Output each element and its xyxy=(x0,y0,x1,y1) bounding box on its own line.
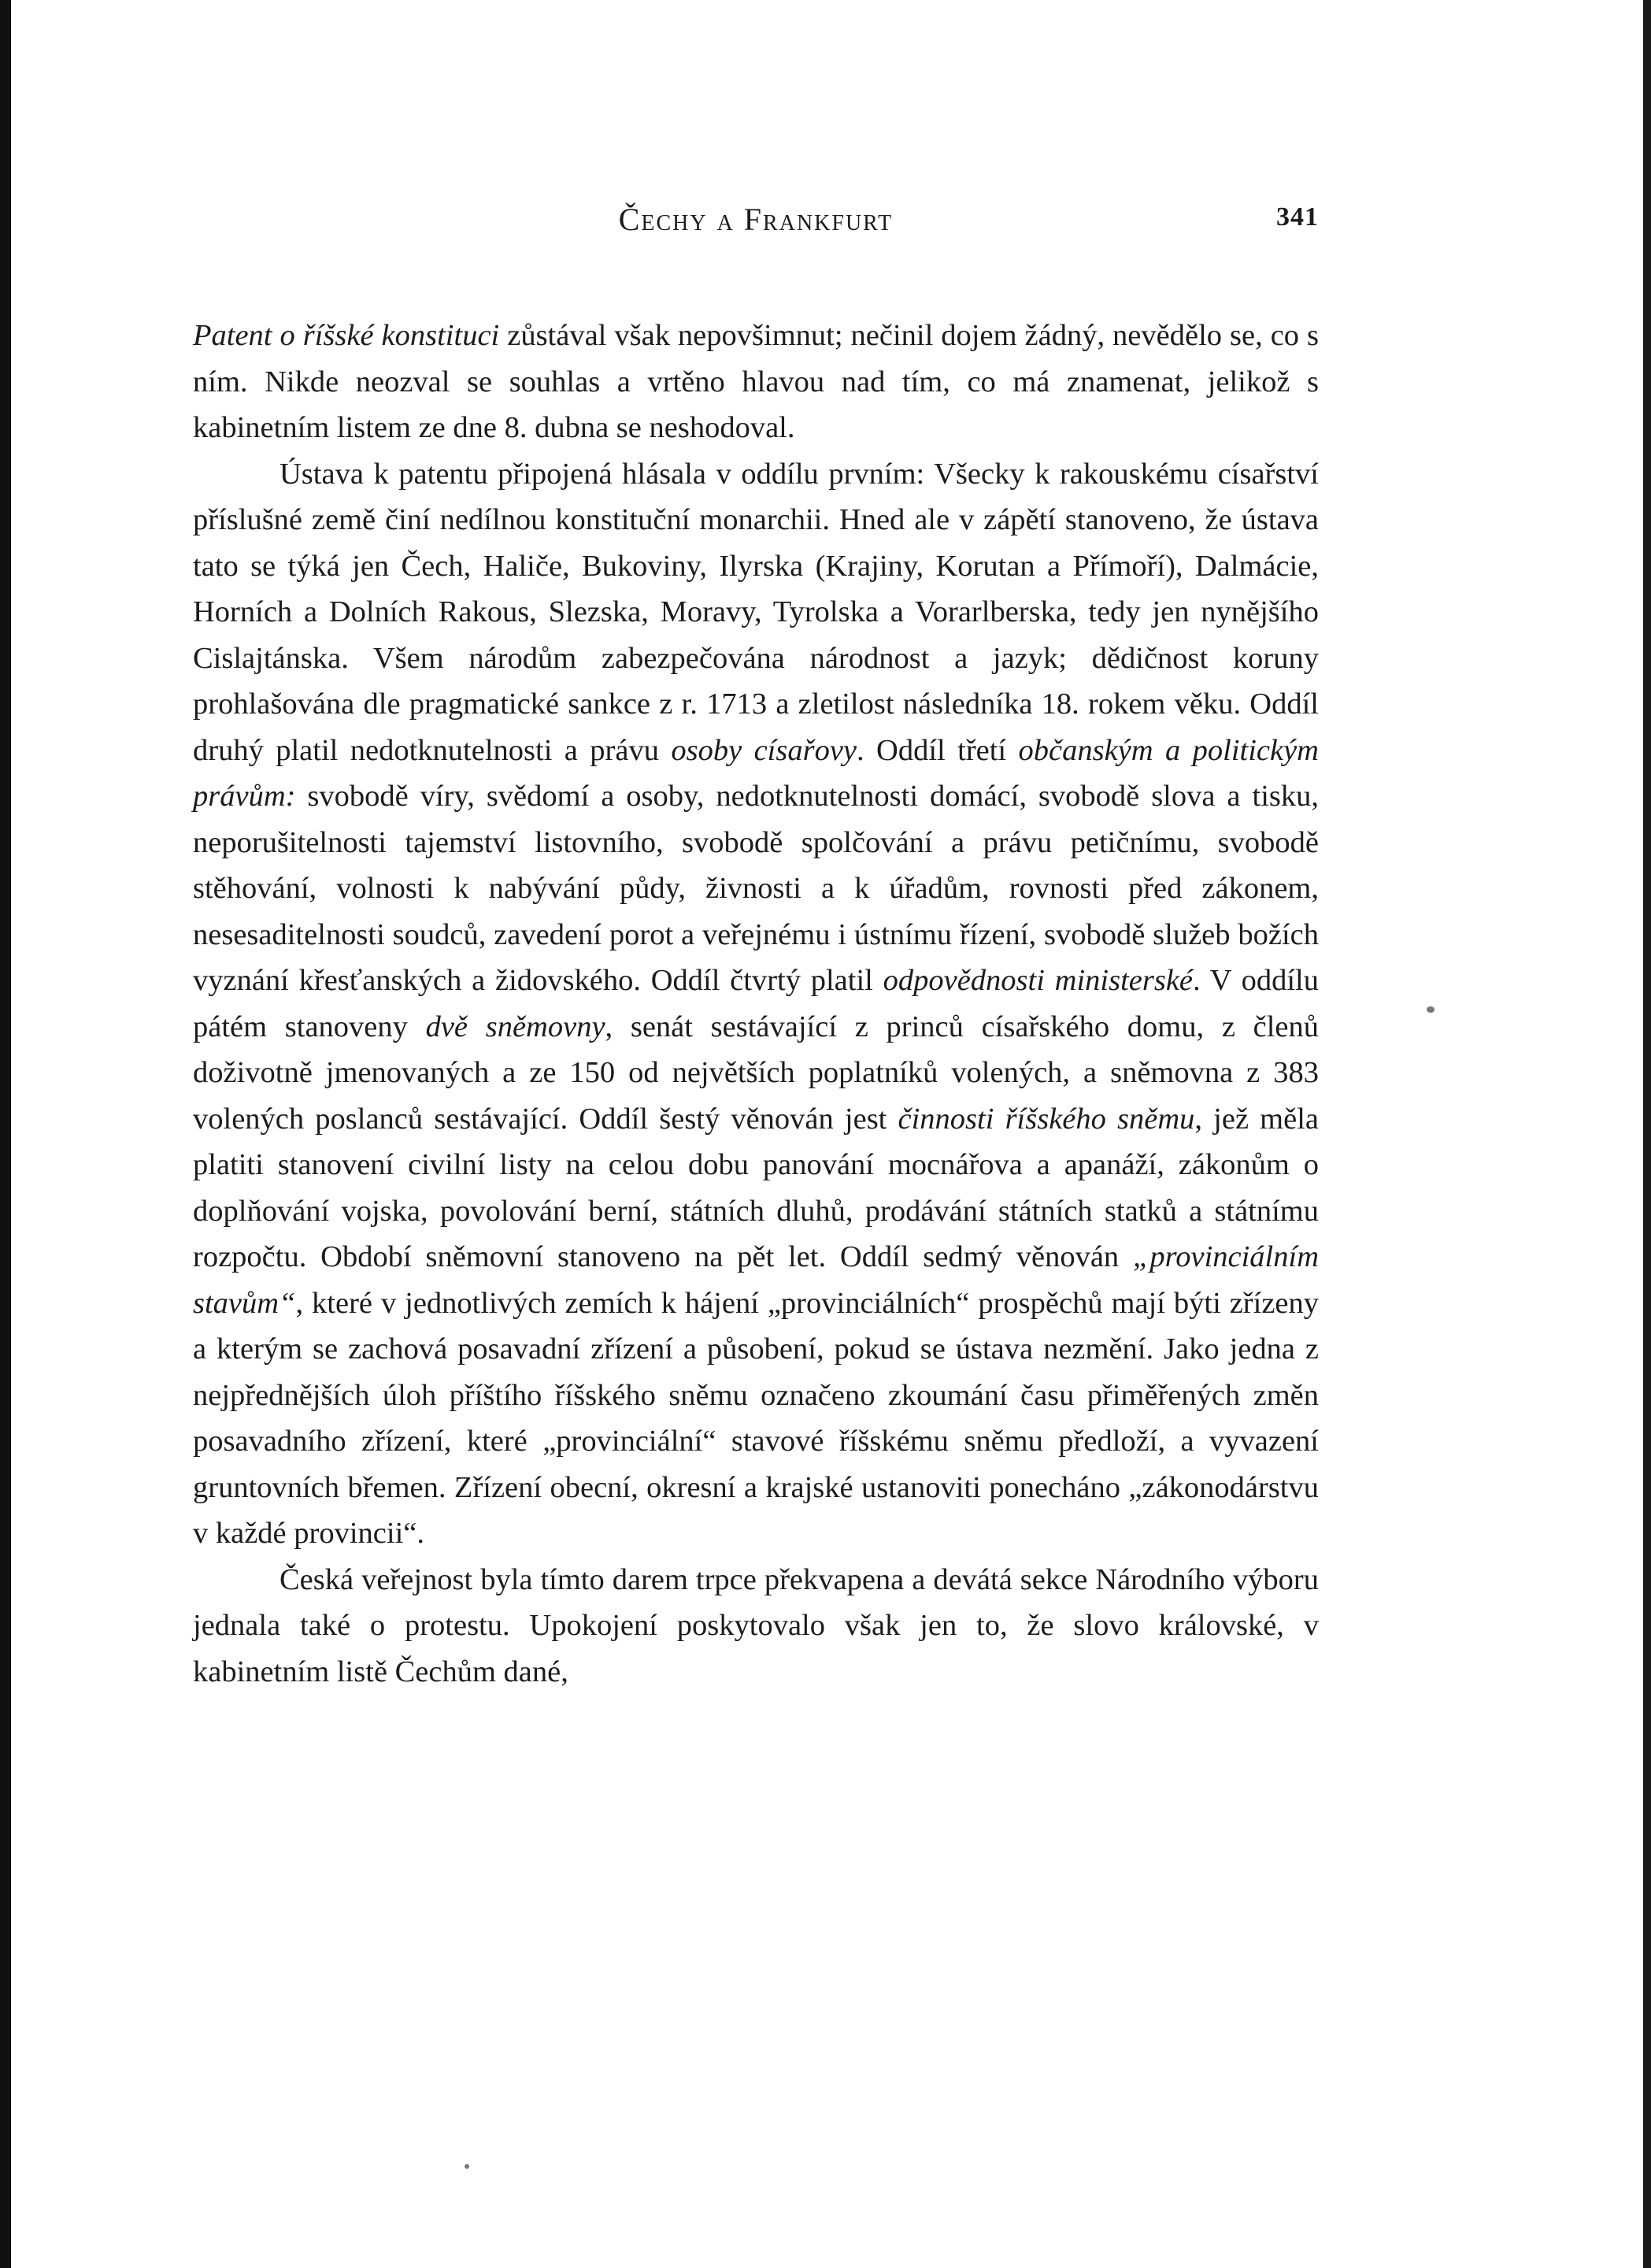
italic-phrase: dvě sněmovny xyxy=(425,1010,605,1043)
scan-edge-left xyxy=(0,0,11,2268)
text-run: . Oddíl třetí xyxy=(857,733,1019,767)
text-run: Česká veřejnost byla tímto darem trpce překvapena a devátá sekce Národního výboru jednala také o protestu. Upokojení poskytovalo však jen to, že slovo královské, v kabinetním listě Čechům dané, xyxy=(193,1562,1319,1688)
scan-speck xyxy=(1427,1006,1434,1013)
text-run: , které v jednotlivých zemích k hájení „provinciálních“ prospěchů mají býti zřízeny a kterým se zachová posavadní zřízení a působení, pokud se ústava nezmění. Jako jedna z nejpřednějších úloh příštího říšského sněmu označeno zkoumání času přiměřených změn posavadního zřízení, které „provinciální“ stavové říšskému sněmu předloží, a vyvazení gruntovních břemen. Zřízení obecní, okresní a krajské ustanoviti ponecháno „zákonodárstvu v každé provincii“. xyxy=(193,1286,1319,1550)
text-run: Ústava k patentu připojená hlásala v oddílu prvním: Všecky k rakouskému císařství příslušné země činí nedílnou konstituční monarchii. Hned ale v zápětí stanoveno, že ústava tato se týká jen Čech, Haliče, Bukoviny, Ilyrska (Krajiny, Korutan a Přímoří), Dalmácie, Horních a Dolních Rakous, Slezska, Moravy, Tyrolska a Vorarlberska, tedy jen nynějšího Cislajtánska. Všem národům zabezpečována národnost a jazyk; dědičnost koruny prohlašována dle pragmatické sankce z r. 1713 a zletilost následníka 18. rokem věku. Oddíl druhý platil nedotknutelnosti a právu xyxy=(193,457,1319,767)
text-run: svobodě víry, svědomí a osoby, nedotknutelnosti domácí, svobodě slova a tisku, neporušitelnosti tajemství listovního, svobodě spolčování a právu petičnímu, svobodě stěhování, volnosti k nabývání půdy, živnosti a k úřadům, rovnosti před zákonem, nesesaditelnosti soudců, zavedení porot a veřejnému i ústnímu řízení, svobodě služeb božích vyznání křesťanských a židovského. Oddíl čtvrtý platil xyxy=(193,780,1319,997)
italic-phrase: činnosti říšského sněmu xyxy=(898,1102,1195,1136)
book-page xyxy=(193,201,1319,1695)
italic-phrase: osoby císařovy xyxy=(671,733,857,767)
text-run: zůstával však nepovšimnut; nečinil dojem žádný, nevědělo se, co s ním. Nikde neozval se souhlas a vrtěno hlavou nad tím, co má znamenat, jelikož s kabinetním listem ze dne 8. dubna se neshodoval. xyxy=(193,319,1320,444)
running-title: Čechy a Frankfurt xyxy=(618,202,894,237)
text-run: . V oddílu pátém stanoveny xyxy=(193,964,1319,1043)
italic-phrase: Patent o říšské konstituci xyxy=(193,319,500,352)
text-run: , senát sestávající z princů císařského domu, z členů doživotně jmenovaných a ze 150 od největších poplatníků volených, a sněmovna z 383 volených poslanců sestávající. Oddíl šestý věnován jest xyxy=(193,1010,1319,1136)
body-text xyxy=(193,313,1319,1695)
italic-phrase: „provinciálním stavům“ xyxy=(193,1240,1319,1320)
italic-phrase: občanským a politickým právům: xyxy=(193,733,1319,813)
paragraph-1 xyxy=(193,313,1319,451)
page-number: 341 xyxy=(1276,202,1319,232)
scan-edge-right xyxy=(1643,0,1651,2268)
paragraph-3 xyxy=(193,1557,1319,1695)
running-head xyxy=(193,201,1319,248)
scan-speck xyxy=(465,2164,469,2169)
italic-phrase: odpovědnosti ministerské xyxy=(883,964,1194,997)
text-run: , jež měla platiti stanovení civilní listy na celou dobu panování mocnářova a apanáží, zákonům o doplňování vojska, povolování berní, státních dluhů, prodávání státních statků a státnímu rozpočtu. Období sněmovní stanoveno na pět let. Oddíl sedmý věnován xyxy=(193,1102,1319,1273)
paragraph-2 xyxy=(193,451,1319,1557)
